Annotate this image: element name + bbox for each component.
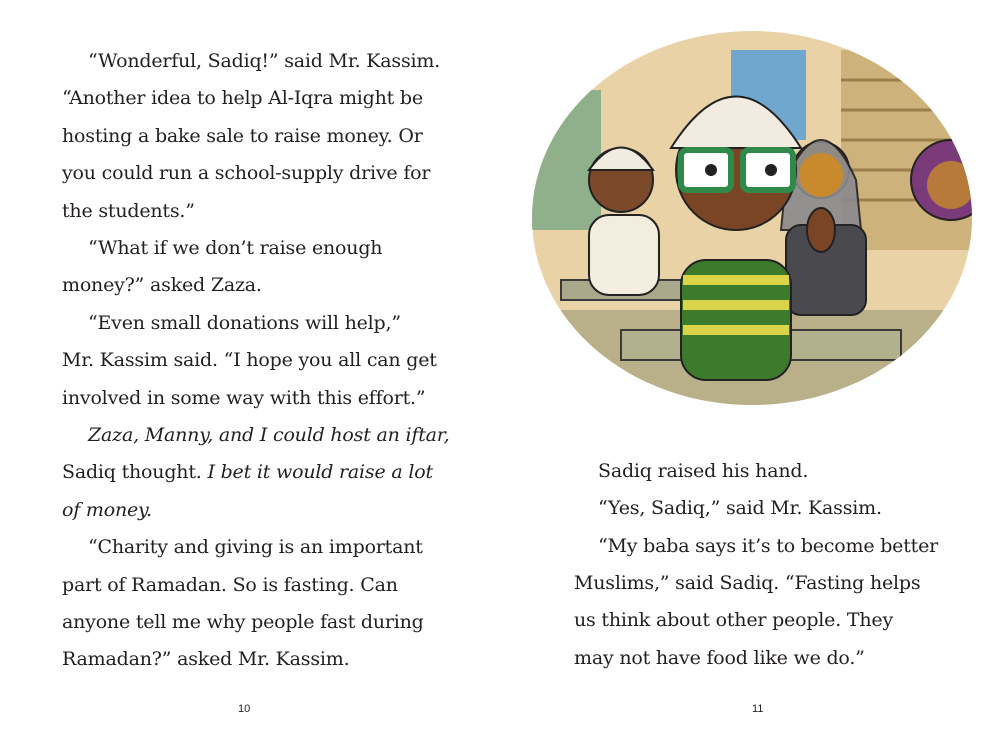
text-line: [62, 162, 430, 184]
text-line: [62, 611, 424, 633]
text-line: [62, 349, 437, 371]
text-segment: Sadiq raised his hand.: [598, 460, 809, 482]
text-segment: “Another idea to help Al-Iqra might be: [62, 87, 423, 110]
italic-text: of money.: [62, 498, 152, 521]
text-line: [88, 237, 382, 259]
text-line: [574, 609, 893, 631]
text-segment: anyone tell me why people fast during: [62, 611, 424, 633]
text-line: [62, 125, 423, 147]
page-number-left: 10: [238, 703, 251, 715]
text-segment: Sadiq thought.: [62, 461, 208, 484]
text-segment: “Charity and giving is an important: [88, 536, 423, 559]
text-segment: “Wonderful, Sadiq!” said Mr. Kassim.: [88, 50, 441, 72]
text-line: [62, 387, 425, 409]
italic-text: I bet it would raise a lot: [207, 461, 433, 484]
text-segment: you could run a school-supply drive for: [62, 162, 431, 185]
page-number-right: 11: [752, 703, 764, 715]
text-line: [598, 535, 938, 557]
text-line: [88, 536, 423, 558]
classroom-illustration: [531, 30, 973, 406]
text-line: [62, 648, 349, 670]
text-segment: Ramadan?” asked Mr. Kassim.: [62, 648, 350, 671]
text-line: [62, 87, 423, 109]
text-line: [598, 460, 808, 482]
text-segment: involved in some way with this effort.”: [62, 386, 426, 409]
text-line: [88, 312, 401, 334]
text-line: [88, 424, 449, 446]
text-segment: “Yes, Sadiq,” said Mr. Kassim.: [598, 497, 882, 520]
text-segment: hosting a bake sale to raise money. Or: [62, 124, 423, 147]
text-line: [88, 50, 440, 72]
text-line: [62, 274, 262, 296]
text-segment: money?” asked Zaza.: [62, 274, 262, 297]
text-line: [598, 497, 882, 519]
text-line: [62, 200, 195, 222]
text-segment: “My baba says it’s to become better: [598, 534, 939, 557]
text-segment: “What if we don’t raise enough: [88, 237, 383, 259]
text-segment: Mr. Kassim said. “I hope you all can get: [62, 349, 437, 372]
text-line: [62, 499, 152, 521]
text-segment: “Even small donations will help,”: [88, 311, 401, 334]
text-line: [62, 461, 433, 483]
text-segment: the students.”: [62, 199, 195, 222]
text-segment: us think about other people. They: [574, 609, 893, 632]
text-line: [62, 574, 398, 596]
text-segment: Muslims,” said Sadiq. “Fasting helps: [574, 571, 921, 594]
text-segment: part of Ramadan. So is fasting. Can: [62, 573, 398, 596]
italic-text: Zaza, Manny, and I could host an iftar,: [88, 424, 450, 446]
text-line: [574, 572, 920, 594]
text-line: [574, 647, 865, 669]
text-segment: may not have food like we do.”: [574, 646, 865, 669]
